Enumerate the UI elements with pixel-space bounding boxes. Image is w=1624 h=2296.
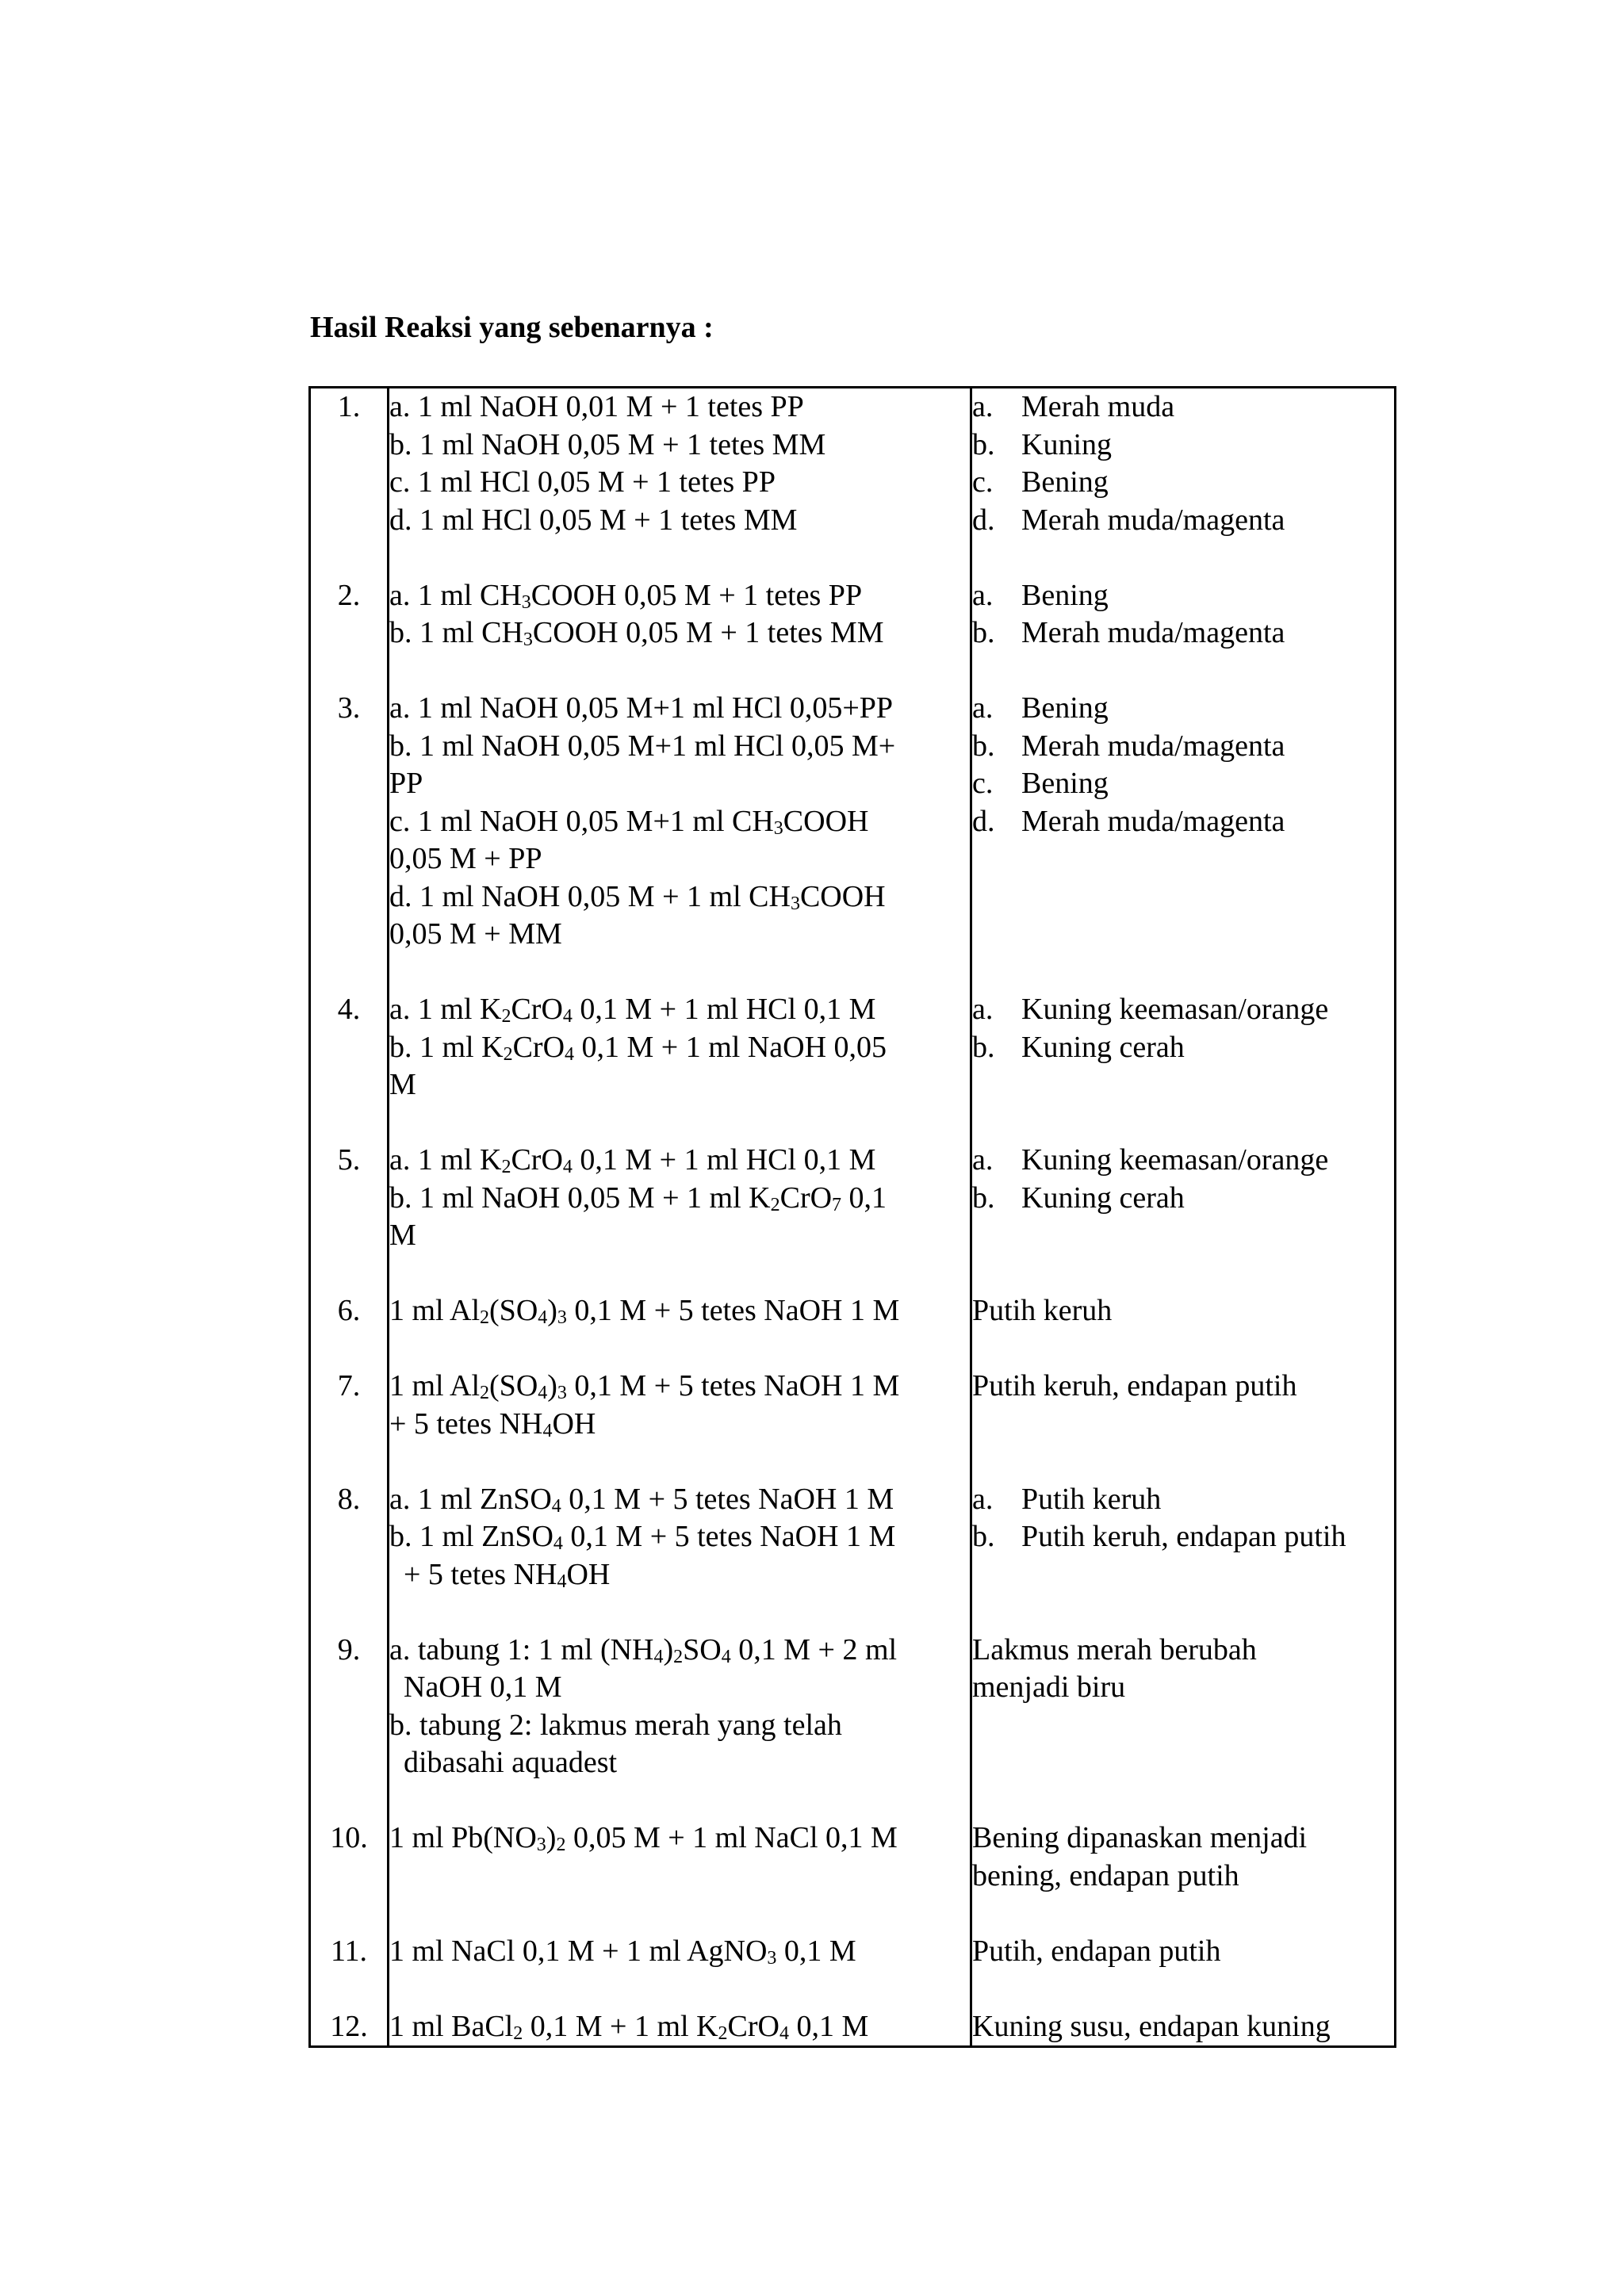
result-marker: b.: [972, 1181, 995, 1215]
reagent-line: b. 1 ml NaOH 0,05 M + 1 tetes MM: [389, 427, 826, 461]
page-title: Hasil Reaksi yang sebenarnya :: [310, 311, 714, 344]
result-cell: [971, 1368, 1396, 1481]
result-line: [972, 1933, 1394, 1971]
result-marker: b.: [972, 616, 995, 649]
reagent-line: + 5 tetes $NH_4OH$: [389, 1406, 596, 1441]
reagent-cell: [389, 1142, 971, 1292]
result-cell: [971, 2008, 1396, 2047]
reagent-line: a. 1 ml $CH_3COOH$ 0,05 M + 1 tetes PP: [389, 578, 863, 613]
result-line: [972, 1142, 1394, 1180]
reagent-cell: [389, 388, 971, 577]
result-line: [972, 803, 1394, 841]
table-row: [310, 1632, 1396, 1820]
result-marker: c.: [972, 767, 994, 800]
result-text: Lakmus merah berubah: [972, 1632, 1257, 1667]
result-text: Kuning cerah: [1021, 1030, 1185, 1064]
result-text: Kuning susu, endapan kuning: [972, 2009, 1331, 2043]
table-row: [310, 991, 1396, 1142]
result-text: Merah muda/magenta: [1021, 804, 1285, 838]
reagent-line: b. 1 ml ZnSO$_4$ 0,1 M + 5 tetes NaOH 1 M: [389, 1520, 896, 1554]
subscript: 2: [718, 2022, 728, 2044]
subscript: 7: [832, 1194, 842, 1215]
result-line: [972, 991, 1394, 1029]
subscript: 3: [557, 1307, 567, 1328]
result-line: [972, 690, 1394, 728]
result-line: [972, 614, 1394, 652]
subscript: 3: [521, 591, 531, 613]
row-number: 2.: [310, 577, 389, 691]
reagent-line: + 5 tetes $NH_4OH$: [404, 1557, 611, 1592]
subscript: 4: [779, 2022, 789, 2044]
result-cell: [971, 1933, 1396, 2008]
result-text: Merah muda/magenta: [1021, 729, 1285, 763]
reagent-line: dibasahi aquadest: [404, 1746, 618, 1779]
result-marker: a.: [972, 578, 994, 612]
reagent-line: NaOH 0,1 M: [404, 1670, 562, 1704]
reagent-cell: [389, 1933, 971, 2008]
reagent-line: 0,05 M + MM: [389, 917, 562, 951]
table-row: [310, 690, 1396, 991]
subscript: 3: [773, 817, 783, 839]
result-marker: a.: [972, 1482, 994, 1516]
result-line: [972, 1858, 1394, 1896]
result-cell: [971, 577, 1396, 691]
result-marker: b.: [972, 427, 995, 461]
result-line: [972, 1029, 1394, 1067]
result-line: [972, 464, 1394, 502]
result-marker: b.: [972, 1030, 995, 1064]
subscript: 4: [553, 1533, 563, 1554]
result-marker: a.: [972, 1143, 994, 1177]
table-row: [310, 388, 1396, 577]
subscript: 2: [770, 1194, 780, 1215]
reagent-cell: [389, 1292, 971, 1368]
result-line: [972, 2008, 1394, 2046]
reagent-line: 1 ml BaCl$_2$ 0,1 M + 1 ml $K_2CrO_4$ 0,1 M: [389, 2009, 869, 2044]
subscript: 2: [513, 2022, 523, 2044]
row-number: 11.: [310, 1933, 389, 2008]
subscript: 3: [536, 1835, 546, 1855]
result-line: [972, 388, 1394, 427]
subscript: 3: [790, 893, 800, 914]
reagent-line: b. 1 ml NaOH 0,05 M + 1 ml $K_2CrO_7$ 0,1: [389, 1181, 887, 1215]
reagent-line: d. 1 ml NaOH 0,05 M + 1 ml $CH_3COOH$: [389, 879, 886, 914]
subscript: 4: [565, 1043, 575, 1065]
reagent-line: a. tabung 1: 1 ml $(NH_4)_2SO_4$ 0,1 M + 2 ml: [389, 1632, 898, 1667]
subscript: 2: [503, 1043, 513, 1065]
result-marker: d.: [972, 804, 995, 838]
reagent-line: b. tabung 2: lakmus merah yang telah: [389, 1708, 842, 1742]
result-cell: [971, 1820, 1396, 1933]
reagent-line: 1 ml $Al_2(SO_4)_3$ 0,1 M + 5 tetes NaOH 1 M: [389, 1294, 900, 1328]
result-line: [972, 1368, 1394, 1406]
subscript: 3: [767, 1947, 777, 1969]
table-row: [310, 1292, 1396, 1368]
reagent-line: b. 1 ml NaOH 0,05 M+1 ml HCl 0,05 M+: [389, 729, 896, 763]
subscript: 2: [480, 1383, 490, 1403]
result-text: Bening dipanaskan menjadi: [972, 1821, 1308, 1854]
reagent-cell: [389, 1820, 971, 1933]
result-marker: a.: [972, 993, 994, 1026]
reagent-line: 0,05 M + PP: [389, 842, 542, 875]
result-line: [972, 427, 1394, 465]
result-text: Putih, endapan putih: [972, 1934, 1221, 1968]
result-text: Kuning: [1021, 427, 1112, 461]
result-text: Kuning cerah: [1021, 1181, 1185, 1215]
reagent-line: a. 1 ml ZnSO$_4$ 0,1 M + 5 tetes NaOH 1 M: [389, 1482, 894, 1517]
result-line: [972, 1669, 1394, 1707]
result-text: Merah muda/magenta: [1021, 616, 1285, 649]
result-marker: c.: [972, 465, 994, 499]
reaction-results-table: [308, 386, 1396, 2048]
reagent-cell: [389, 690, 971, 991]
reagent-line: c. 1 ml HCl 0,05 M + 1 tetes PP: [389, 465, 776, 499]
reagent-line: a. 1 ml $K_2CrO_4$ 0,1 M + 1 ml HCl 0,1 M: [389, 993, 876, 1027]
reagent-line: 1 ml NaCl 0,1 M + 1 ml AgNO$_3$ 0,1 M: [389, 1934, 856, 1969]
subscript: 4: [551, 1495, 561, 1517]
subscript: 3: [523, 629, 533, 650]
result-cell: [971, 991, 1396, 1142]
row-number: 4.: [310, 991, 389, 1142]
table-row: [310, 2008, 1396, 2047]
reagent-line: a. 1 ml NaOH 0,01 M + 1 tetes PP: [389, 390, 804, 423]
result-marker: d.: [972, 503, 995, 537]
result-text: Merah muda/magenta: [1021, 503, 1285, 537]
subscript: 4: [538, 1307, 548, 1328]
result-text: Putih keruh: [972, 1294, 1113, 1327]
subscript: 4: [562, 1006, 573, 1027]
reagent-line: PP: [389, 767, 423, 800]
result-cell: [971, 388, 1396, 577]
result-line: [972, 1481, 1394, 1519]
subscript: 4: [721, 1646, 731, 1667]
subscript: 2: [501, 1157, 511, 1177]
result-line: [972, 1820, 1394, 1858]
subscript: 2: [480, 1307, 490, 1328]
result-text: Putih keruh, endapan putih: [972, 1369, 1297, 1402]
result-text: Merah muda: [1021, 390, 1175, 423]
subscript: 4: [542, 1420, 553, 1441]
reagent-line: a. 1 ml $K_2CrO_4$ 0,1 M + 1 ml HCl 0,1 M: [389, 1143, 876, 1177]
reagent-cell: [389, 2008, 971, 2047]
result-text: Bening: [1021, 691, 1109, 725]
result-text: Bening: [1021, 578, 1109, 612]
result-line: [972, 1292, 1394, 1330]
result-line: [972, 728, 1394, 766]
result-text: Kuning keemasan/orange: [1021, 993, 1329, 1026]
row-number: 7.: [310, 1368, 389, 1481]
reagent-cell: [389, 1368, 971, 1481]
reagent-line: 1 ml $Al_2(SO_4)_3$ 0,1 M + 5 tetes NaOH 1 M: [389, 1369, 900, 1403]
subscript: 2: [556, 1835, 566, 1855]
reagent-line: M: [389, 1068, 416, 1101]
row-number: 8.: [310, 1481, 389, 1632]
row-number: 1.: [310, 388, 389, 577]
result-marker: b.: [972, 1520, 995, 1553]
table-row: [310, 1142, 1396, 1292]
subscript: 3: [557, 1383, 567, 1403]
result-text: Putih keruh: [1021, 1482, 1162, 1516]
result-cell: [971, 1292, 1396, 1368]
row-number: 10.: [310, 1820, 389, 1933]
table-body: [310, 388, 1396, 2047]
reagent-line: b. 1 ml $CH_3COOH$ 0,05 M + 1 tetes MM: [389, 616, 884, 650]
table-row: [310, 1820, 1396, 1933]
subscript: 2: [673, 1646, 684, 1667]
reagent-line: M: [389, 1219, 416, 1252]
result-text: Putih keruh, endapan putih: [1021, 1520, 1346, 1553]
table-row: [310, 1481, 1396, 1632]
subscript: 4: [538, 1383, 548, 1403]
reagent-line: 1 ml $Pb(NO_3)_2$ 0,05 M + 1 ml NaCl 0,1 M: [389, 1821, 898, 1855]
result-line: [972, 1518, 1394, 1556]
result-text: bening, endapan putih: [972, 1858, 1239, 1892]
table-row: [310, 1933, 1396, 2008]
result-cell: [971, 1632, 1396, 1820]
reagent-line: b. 1 ml $K_2CrO_4$ 0,1 M + 1 ml NaOH 0,05: [389, 1030, 887, 1065]
table-row: [310, 577, 1396, 691]
result-cell: [971, 690, 1396, 991]
result-cell: [971, 1481, 1396, 1632]
reagent-cell: [389, 1632, 971, 1820]
table-row: [310, 1368, 1396, 1481]
result-text: Bening: [1021, 767, 1109, 800]
result-line: [972, 1180, 1394, 1218]
subscript: 4: [557, 1571, 567, 1592]
result-line: [972, 765, 1394, 803]
result-line: [972, 502, 1394, 540]
result-marker: b.: [972, 729, 995, 763]
result-text: menjadi biru: [972, 1670, 1126, 1704]
row-number: 6.: [310, 1292, 389, 1368]
row-number: 3.: [310, 690, 389, 991]
reagent-line: d. 1 ml HCl 0,05 M + 1 tetes MM: [389, 503, 798, 537]
reagent-cell: [389, 577, 971, 691]
reagent-line: a. 1 ml NaOH 0,05 M+1 ml HCl 0,05+PP: [389, 691, 894, 725]
reagent-line: c. 1 ml NaOH 0,05 M+1 ml $CH_3COOH$: [389, 804, 869, 839]
subscript: 4: [653, 1646, 664, 1667]
row-number: 9.: [310, 1632, 389, 1820]
reagent-cell: [389, 991, 971, 1142]
result-text: Bening: [1021, 465, 1109, 499]
row-number: 5.: [310, 1142, 389, 1292]
row-number: 12.: [310, 2008, 389, 2047]
subscript: 4: [562, 1157, 573, 1177]
subscript: 2: [501, 1006, 511, 1027]
result-line: [972, 1632, 1394, 1670]
result-line: [972, 577, 1394, 615]
result-marker: a.: [972, 691, 994, 725]
reagent-cell: [389, 1481, 971, 1632]
result-text: Kuning keemasan/orange: [1021, 1143, 1329, 1177]
result-cell: [971, 1142, 1396, 1292]
result-marker: a.: [972, 390, 994, 423]
